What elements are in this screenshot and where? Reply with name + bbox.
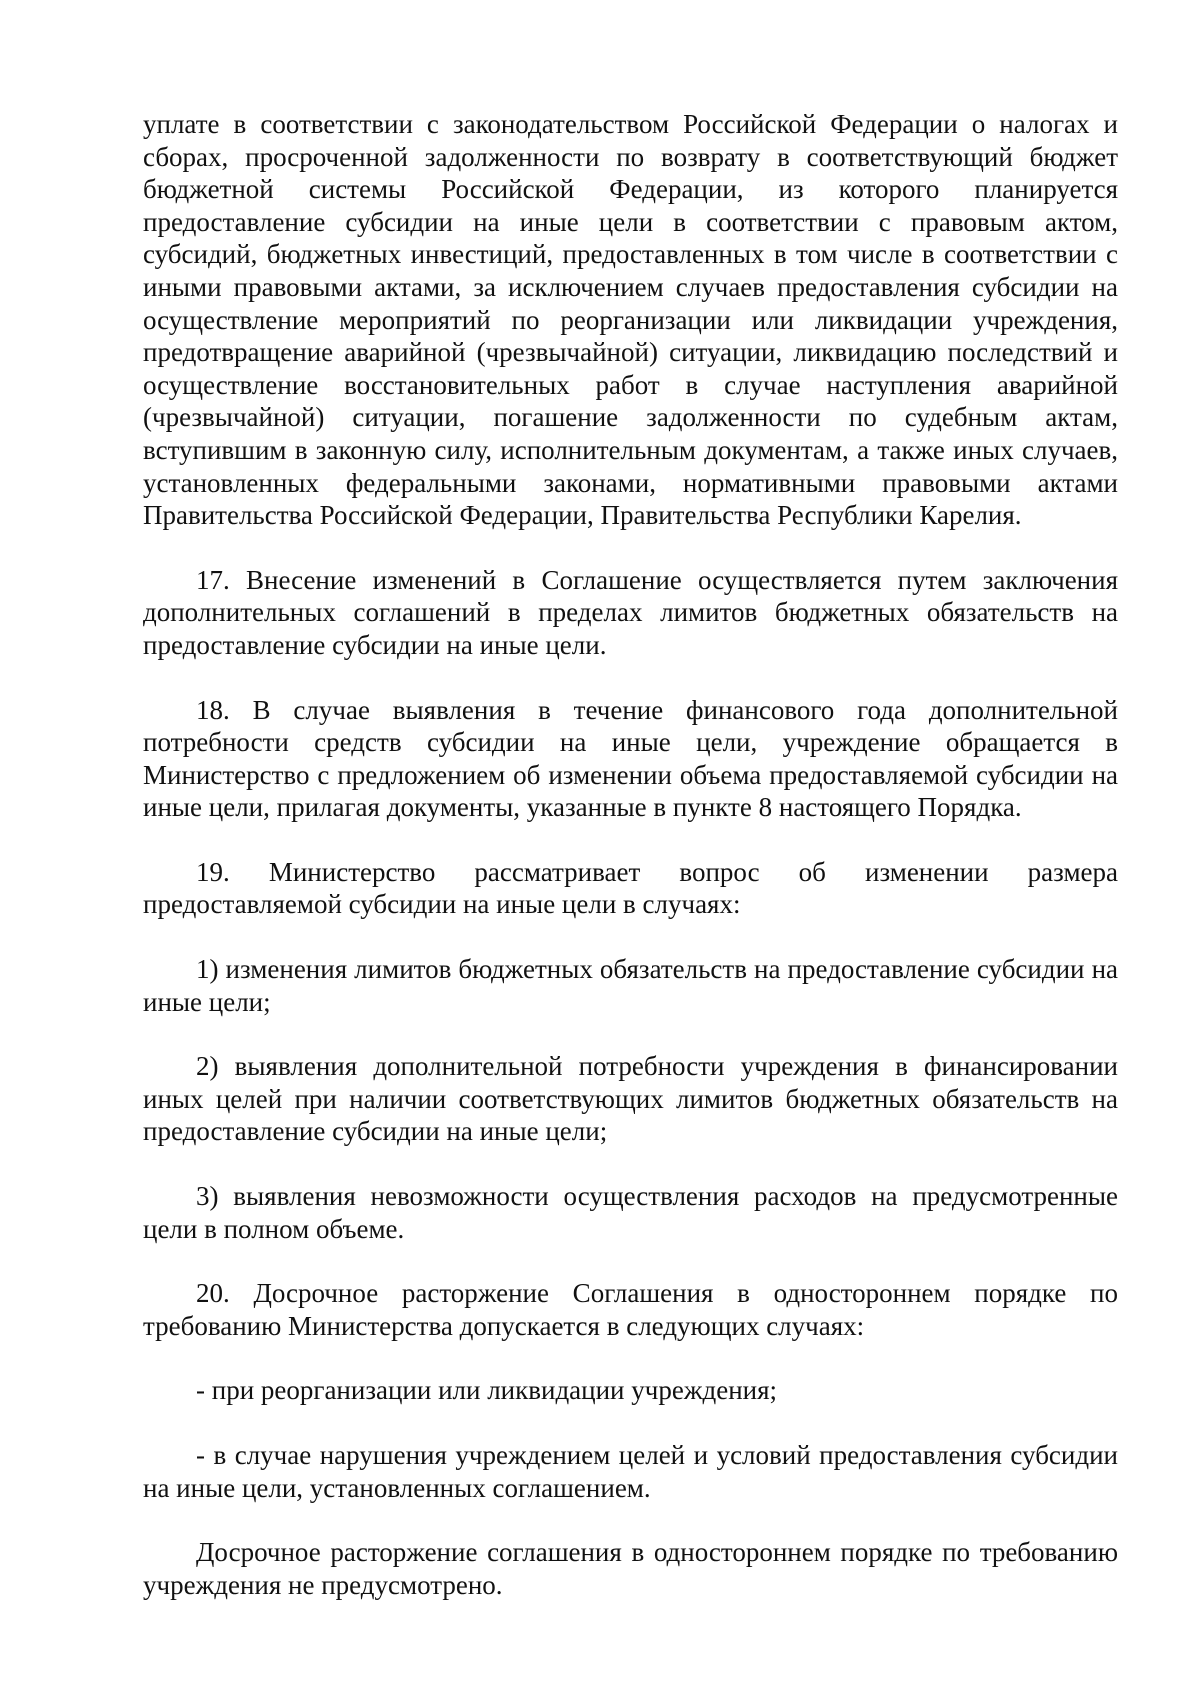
paragraph-item-19-2: 2) выявления дополнительной потребности учреждения в финансировании иных целей при наличии соответствующих лимитов бюджетных обязательств на предоставление субсидии на иные цели; xyxy=(143,1051,1118,1147)
paragraph-item-20-b: - в случае нарушения учреждением целей и условий предоставления субсидии на иные цели, установленных соглашением. xyxy=(143,1440,1118,1503)
paragraph-item-17: 17. Внесение изменений в Соглашение осуществляется путем заключения дополнительных соглашений в пределах лимитов бюджетных обязательств на предоставление субсидии на иные цели. xyxy=(143,564,1118,660)
paragraph-final: Досрочное расторжение соглашения в одностороннем порядке по требованию учреждения не предусмотрено. xyxy=(143,1537,1118,1600)
document-page xyxy=(143,108,1118,1633)
paragraph-item-19-3: 3) выявления невозможности осуществления расходов на предусмотренные цели в полном объеме. xyxy=(143,1181,1118,1244)
paragraph-continuation: уплате в соответствии с законодательством Российской Федерации о налогах и сборах, просроченной задолженности по возврату в соответствующий бюджет бюджетной системы Российской Федерации, из которого планируется предоставление субсидии на иные цели в соответствии с правовым актом, субсидий, бюджетных инвестиций, предоставленных в том числе в соответствии с иными правовыми актами, за исключением случаев предоставления субсидии на осуществление мероприятий по реорганизации или ликвидации учреждения, предотвращение аварийной (чрезвычайной) ситуации, ликвидацию последствий и осуществление восстановительных работ в случае наступления аварийной (чрезвычайной) ситуации, погашение задолженности по судебным актам, вступившим в законную силу, исполнительным документам, а также иных случаев, установленных федеральными законами, нормативными правовыми актами Правительства Российской Федерации, Правительства Республики Карелия. xyxy=(143,109,1118,531)
paragraph-item-19-1: 1) изменения лимитов бюджетных обязательств на предоставление субсидии на иные цели; xyxy=(143,954,1118,1017)
paragraph-item-20-a: - при реорганизации или ликвидации учреждения; xyxy=(196,1375,778,1406)
paragraph-item-20: 20. Досрочное расторжение Соглашения в одностороннем порядке по требованию Министерства допускается в следующих случаях: xyxy=(143,1278,1118,1341)
paragraph-item-19: 19. Министерство рассматривает вопрос об изменении размера предоставляемой субсидии на иные цели в случаях: xyxy=(143,856,1118,920)
paragraph-item-18: 18. В случае выявления в течение финансового года дополнительной потребности средств субсидии на иные цели, учреждение обращается в Министерство с предложением об изменении объема предоставляемой субсидии на иные цели, прилагая документы, указанные в пункте 8 настоящего Порядка. xyxy=(143,694,1118,823)
